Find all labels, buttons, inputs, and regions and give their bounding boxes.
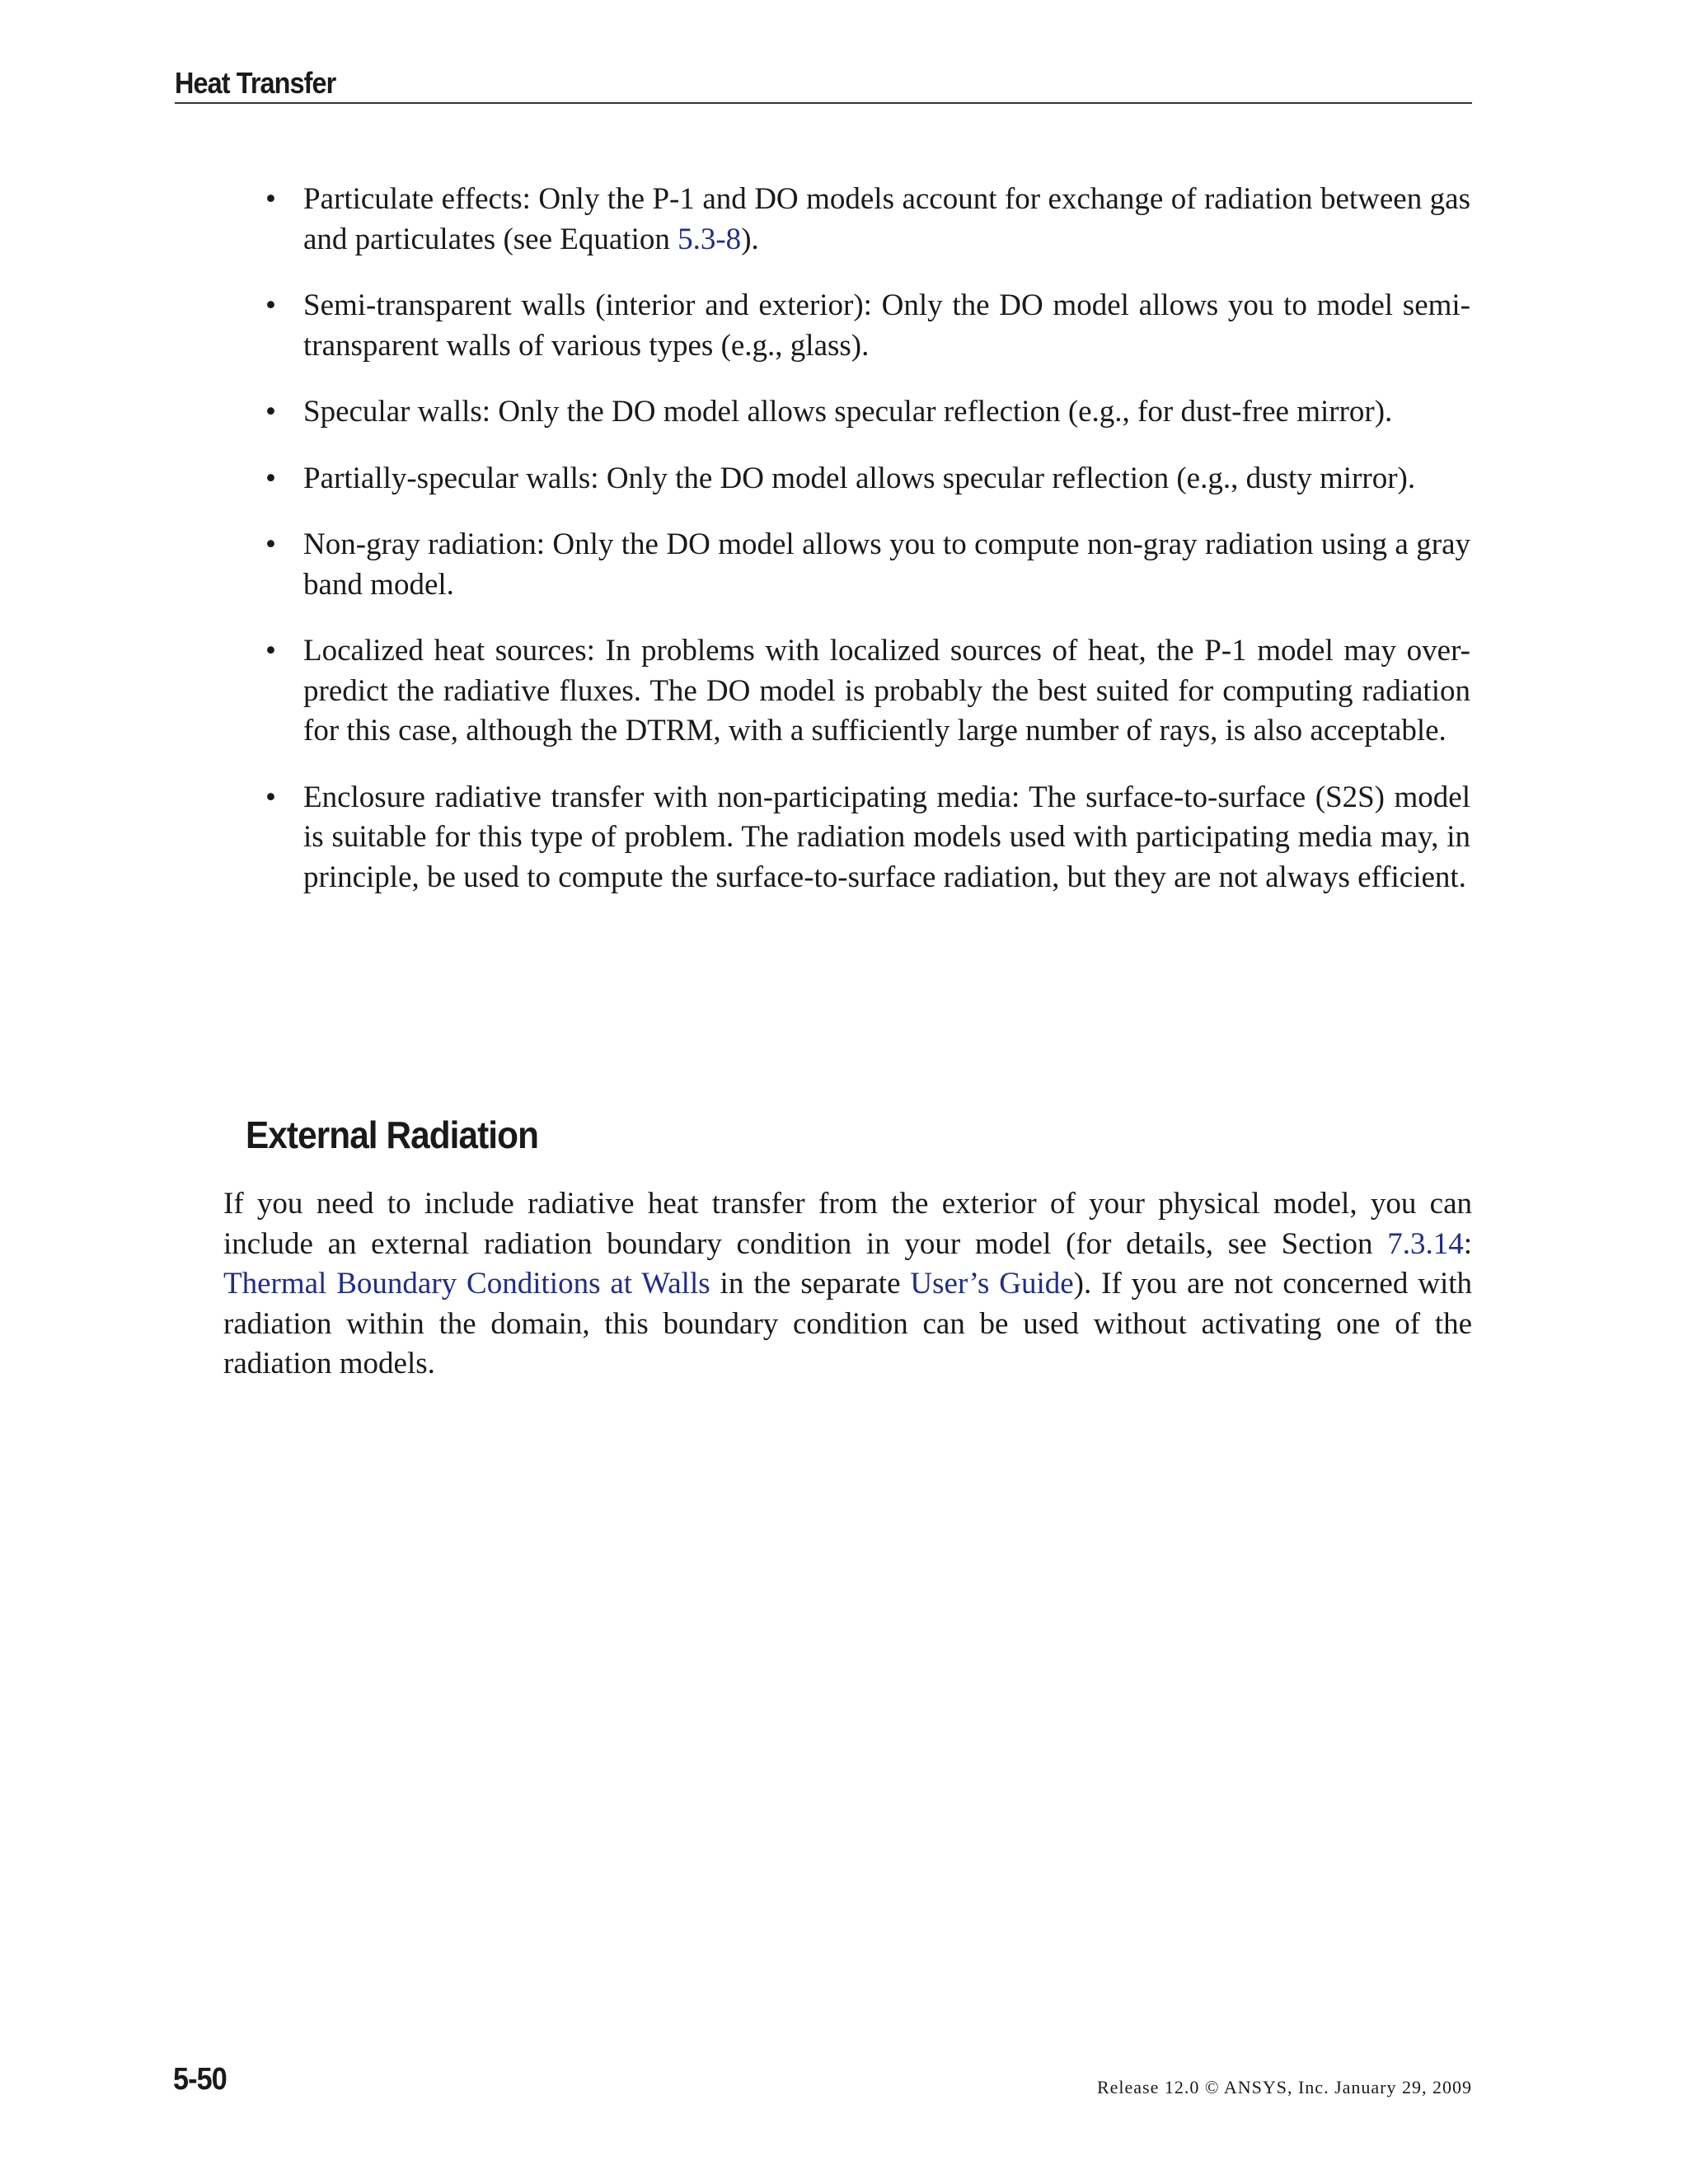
paragraph-text: in the separate	[710, 1267, 911, 1301]
bullet-text: Specular walls: Only the DO model allows specular reflection (e.g., for dust-free mirror).	[303, 395, 1393, 429]
bullet-text: Semi-transparent walls (interior and exterior): Only the DO model allows you to model semi-transparent walls of various types (e.g., glass).	[303, 288, 1470, 363]
external-radiation-paragraph	[223, 1184, 1472, 1385]
bullet-item-non-gray-radiation	[262, 525, 1470, 605]
paragraph-text: ). If you are not concerned with radiation within the domain, this boundary condition can be used without activating one of the radiation models.	[223, 1267, 1473, 1380]
bullet-text: Particulate effects: Only the P-1 and DO models account for exchange of radiation between gas and particulates (see Equation	[303, 182, 1470, 256]
section-number-link[interactable]: 7.3.14	[1387, 1226, 1464, 1261]
users-guide-link[interactable]: User’s Guide	[910, 1267, 1074, 1301]
bullet-item-semi-transparent-walls	[262, 286, 1470, 366]
bullet-text: Localized heat sources: In problems with localized sources of heat, the P-1 model may over-predict the radiative fluxes. The DO model is probably the best suited for computing radiation for this case, although the DTRM, with a sufficiently large number of rays, is also acceptable.	[303, 634, 1470, 748]
page-number: 5-50	[173, 2062, 227, 2097]
running-header-title: Heat Transfer	[175, 66, 336, 100]
header-rule	[175, 102, 1472, 104]
bullet-item-localized-heat-sources	[262, 631, 1470, 752]
paragraph-text: If you need to include radiative heat transfer from the exterior of your physical model, you can include an external radiation boundary condition in your model (for details, see Section	[223, 1187, 1472, 1261]
bullet-text: Enclosure radiative transfer with non-participating media: The surface-to-surface (S2S) model is suitable for this type of problem. The radiation models used with participating media may, in principle, be used to compute the surface-to-surface radiation, but they are not always efficient.	[303, 780, 1470, 894]
bullet-item-enclosure-radiative-transfer	[262, 778, 1470, 898]
bullet-text: Partially-specular walls: Only the DO model allows specular reflection (e.g., dusty mirror).	[303, 461, 1416, 495]
bullet-text: Non-gray radiation: Only the DO model allows you to compute non-gray radiation using a gray band model.	[303, 527, 1470, 602]
bullet-item-particulate-effects	[262, 180, 1470, 260]
bullet-item-partially-specular-walls	[262, 459, 1470, 499]
section-heading: External Radiation	[246, 1113, 539, 1156]
radiation-model-bullet-list	[262, 180, 1470, 924]
paragraph-text: :	[1463, 1226, 1472, 1261]
release-footer: Release 12.0 © ANSYS, Inc. January 29, 2009	[1096, 2077, 1472, 2097]
bullet-text: ).	[741, 222, 759, 256]
bullet-item-specular-walls	[262, 392, 1470, 433]
section-title-link[interactable]: Thermal Boundary Conditions at Walls	[223, 1267, 710, 1301]
equation-link[interactable]: 5.3-8	[678, 222, 742, 256]
